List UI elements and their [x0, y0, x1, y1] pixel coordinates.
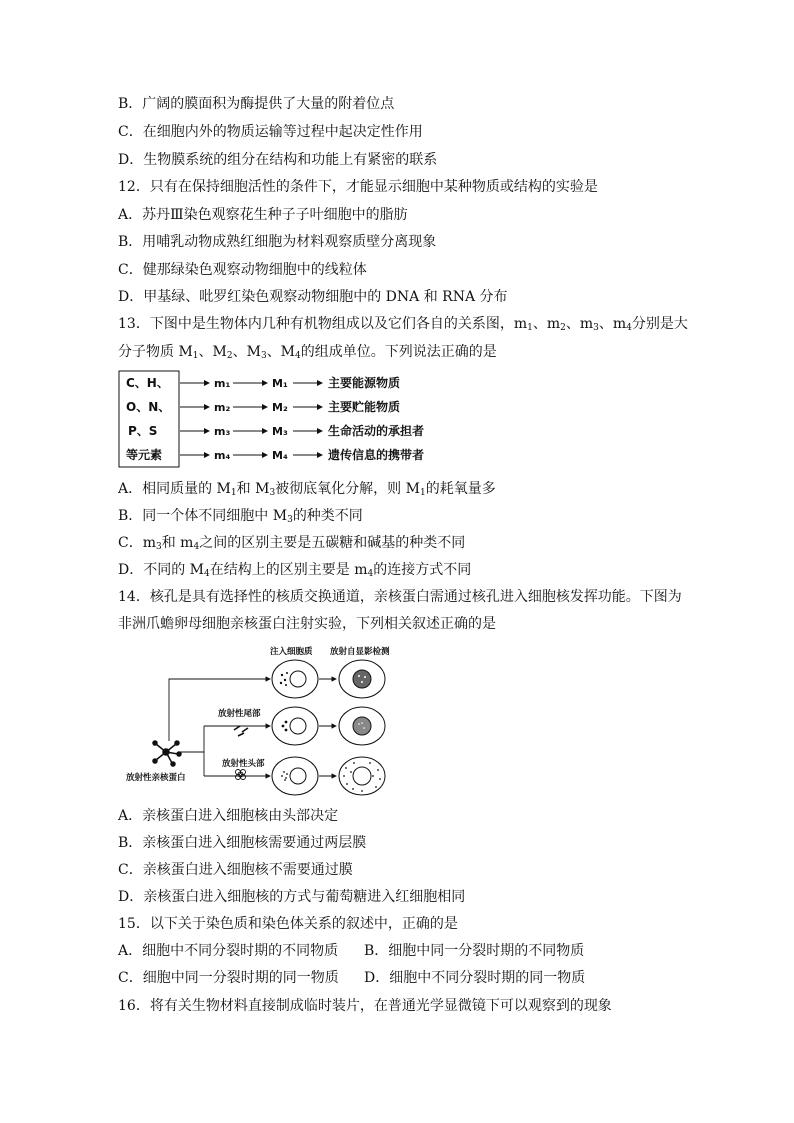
- q12-option-c: C．健那绿染色观察动物细胞中的线粒体: [118, 262, 367, 278]
- element-label: P、S: [128, 424, 158, 438]
- macromolecule-label: M₁: [272, 377, 288, 390]
- cell-icon: [272, 660, 318, 698]
- q16-stem: 16．将有关生物材料直接制成临时装片，在普通光学显微镜下可以观察到的现象: [118, 998, 612, 1014]
- nucleus-icon: [290, 671, 306, 687]
- element-label: C、H、: [126, 376, 169, 390]
- label-head: 放射性头部: [222, 759, 265, 769]
- q13-option-a: A．相同质量的 $M_1$和 $M_3$被彻底氧化分解，则 $M_1$的耗氧量多: [118, 481, 496, 498]
- label-tail: 放射性尾部: [218, 709, 261, 719]
- q13-diagram: [118, 370, 448, 470]
- label-protein: 放射性亲核蛋白: [126, 773, 186, 783]
- cell-icon: [339, 757, 385, 795]
- q12-option-b: B．用哺乳动物成熟红细胞为材料观察质壁分离现象: [118, 234, 437, 250]
- q15-option-a: A．细胞中不同分裂时期的不同物质: [118, 943, 339, 959]
- q14-diagram: [122, 642, 422, 804]
- q11-option-d: D．生物膜系统的组分在结构和功能上有紧密的联系: [118, 152, 438, 168]
- q13-stem-line1: 13．下图中是生物体内几种有机物组成以及它们各自的关系图，$m_1$、$m_2$、$m_3$、$m_4$分别是大: [118, 316, 688, 333]
- nucleus-icon: [353, 767, 371, 785]
- q15-option-c: C．细胞中同一分裂时期的同一物质: [118, 970, 339, 986]
- q14-stem-line2: 非洲爪蟾卵母细胞亲核蛋白注射实验，下列相关叙述正确的是: [118, 616, 496, 632]
- q13-option-c: C．$m_3$和 $m_4$之间的区别主要是五碳糖和碱基的种类不同: [118, 535, 466, 552]
- function-label: 遗传信息的携带者: [328, 448, 425, 462]
- labeled-nucleus-icon: [353, 670, 371, 688]
- function-label: 生命活动的承担者: [328, 424, 425, 438]
- element-label: O、N、: [126, 400, 171, 414]
- head-cluster-icon: [236, 770, 246, 780]
- q12-option-a: A．苏丹Ⅲ染色观察花生种子子叶细胞中的脂肪: [118, 207, 408, 223]
- function-label: 主要贮能物质: [328, 400, 401, 414]
- monomer-label: m₂: [214, 401, 231, 414]
- q14-option-c: C．亲核蛋白进入细胞核不需要通过膜: [118, 862, 353, 878]
- tail-fragments-icon: [234, 726, 248, 736]
- q15-option-d: D．细胞中不同分裂时期的同一物质: [364, 970, 586, 986]
- q13-stem-line2: 分子物质 $M_1$、$M_2$、$M_3$、$M_4$的组成单位。下列说法正确的是: [118, 344, 497, 361]
- q14-option-a: A．亲核蛋白进入细胞核由头部决定: [118, 808, 339, 824]
- q13-option-d: D．不同的 $M_4$在结构上的区别主要是 $m_4$的连接方式不同: [118, 562, 472, 579]
- nucleus-icon: [290, 718, 306, 734]
- q12-option-d: D．甲基绿、吡罗红染色观察动物细胞中的 DNA 和 RNA 分布: [118, 289, 508, 305]
- q14-option-b: B．亲核蛋白进入细胞核需要通过两层膜: [118, 835, 367, 851]
- macromolecule-label: M₃: [272, 425, 288, 438]
- element-label: 等元素: [126, 448, 163, 462]
- monomer-label: m₃: [214, 425, 231, 438]
- nucleus-icon: [290, 768, 306, 784]
- label-inject: 注入细胞质: [270, 647, 313, 657]
- label-detect: 放射自显影检测: [330, 647, 390, 657]
- macromolecule-label: M₂: [272, 401, 288, 414]
- monomer-label: m₄: [214, 449, 231, 462]
- q13-option-b: B．同一个体不同细胞中 $M_3$的种类不同: [118, 508, 363, 525]
- cell-icon: [272, 757, 318, 795]
- q11-option-c: C．在细胞内外的物质运输等过程中起决定性作用: [118, 124, 423, 140]
- cell-icon: [272, 707, 318, 745]
- monomer-label: m₁: [214, 377, 231, 390]
- q15-option-b: B．细胞中同一分裂时期的不同物质: [364, 943, 585, 959]
- q15-stem: 15．以下关于染色质和染色体关系的叙述中，正确的是: [118, 916, 458, 932]
- function-label: 主要能源物质: [328, 376, 401, 390]
- q11-option-b: B．广阔的膜面积为酶提供了大量的附着位点: [118, 96, 395, 112]
- q14-option-d: D．亲核蛋白进入细胞核的方式与葡萄糖进入红细胞相同: [118, 889, 466, 905]
- q12-stem: 12．只有在保持细胞活性的条件下，才能显示细胞中某种物质或结构的实验是: [118, 179, 598, 195]
- injected-dots-icon: [280, 672, 288, 781]
- nucleoplasmin-icon: [153, 741, 181, 766]
- macromolecule-label: M₄: [272, 449, 288, 462]
- q14-stem-line1: 14．核孔是具有选择性的核质交换通道，亲核蛋白需通过核孔进入细胞核发挥功能。下图为: [118, 589, 682, 605]
- labeled-nucleus-icon: [353, 717, 371, 735]
